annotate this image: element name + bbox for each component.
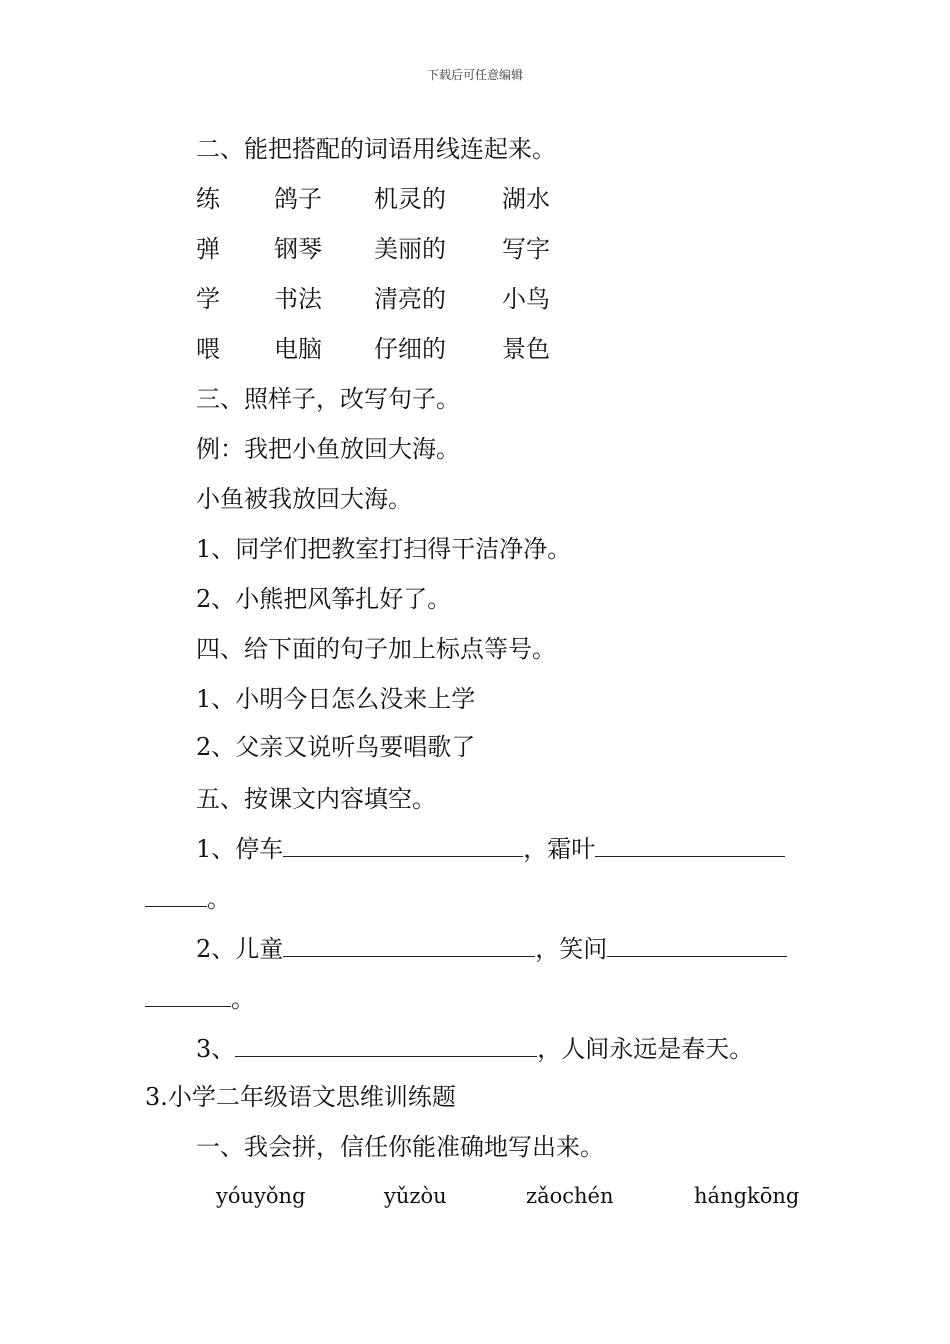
question-text: 1、小明今日怎么没来上学: [196, 685, 476, 713]
fill-prefix: 3、: [196, 1035, 236, 1063]
fill-prefix: 2、儿童: [196, 935, 284, 963]
section-2-title: 二、能把搭配的词语用线连起来。: [196, 135, 556, 163]
fill-line-2: [196, 934, 787, 964]
answer-blank[interactable]: [607, 934, 787, 957]
match-cell: 清亮的: [374, 285, 446, 313]
example-sentence: 例：我把小鱼放回大海。: [196, 435, 460, 463]
fill-line-3: [196, 1034, 753, 1064]
answer-blank[interactable]: [145, 984, 231, 1007]
part-3-section-1-title: 一、我会拼，信任你能准确地写出来。: [196, 1133, 604, 1161]
question-text: 1、同学们把教室打扫得干洁净净。: [196, 535, 572, 563]
match-cell: 喂: [196, 335, 220, 363]
section-3-title: 三、照样子，改写句子。: [196, 385, 460, 413]
fill-prefix: 1、停车: [196, 835, 284, 863]
part-3-title: 3.小学二年级语文思维训练题: [145, 1083, 456, 1111]
pinyin-word: hángkōng: [694, 1184, 800, 1208]
pinyin-word: zǎochén: [526, 1184, 614, 1208]
match-cell: 钢琴: [274, 235, 322, 263]
section-4-title: 四、给下面的句子加上标点等号。: [196, 635, 556, 663]
match-cell: 写字: [502, 235, 550, 263]
fill-middle: ，人间永远是春天。: [537, 1035, 754, 1063]
fill-line-1: [196, 834, 785, 864]
fill-end: 。: [207, 885, 231, 913]
match-cell: 小鸟: [502, 285, 550, 313]
fill-middle: ，霜叶: [523, 835, 596, 863]
pinyin-word: yóuyǒng: [216, 1184, 306, 1208]
match-cell: 练: [196, 185, 220, 213]
question-text: 2、父亲又说听鸟要唱歌了: [196, 733, 476, 761]
fill-line-1-cont: [145, 884, 231, 914]
section-5-title: 五、按课文内容填空。: [196, 785, 436, 813]
match-cell: 机灵的: [374, 185, 446, 213]
question-text: 2、小熊把风筝扎好了。: [196, 585, 452, 613]
match-cell: 弹: [196, 235, 220, 263]
fill-line-2-cont: [145, 984, 255, 1014]
match-cell: 学: [196, 285, 220, 313]
match-cell: 景色: [502, 335, 550, 363]
answer-blank[interactable]: [283, 934, 535, 957]
match-cell: 书法: [274, 285, 322, 313]
match-cell: 湖水: [502, 185, 550, 213]
answer-blank[interactable]: [283, 834, 523, 857]
match-cell: 美丽的: [374, 235, 446, 263]
pinyin-word: yǔzòu: [384, 1184, 447, 1208]
match-cell: 电脑: [274, 335, 322, 363]
answer-blank[interactable]: [595, 834, 785, 857]
fill-end: 。: [231, 985, 255, 1013]
page-header: 下载后可任意编辑: [426, 68, 523, 82]
answer-blank[interactable]: [145, 884, 207, 907]
example-answer: 小鱼被我放回大海。: [196, 485, 412, 513]
answer-blank[interactable]: [235, 1034, 537, 1057]
match-cell: 仔细的: [374, 335, 446, 363]
match-cell: 鸽子: [274, 185, 322, 213]
fill-middle: ，笑问: [535, 935, 608, 963]
